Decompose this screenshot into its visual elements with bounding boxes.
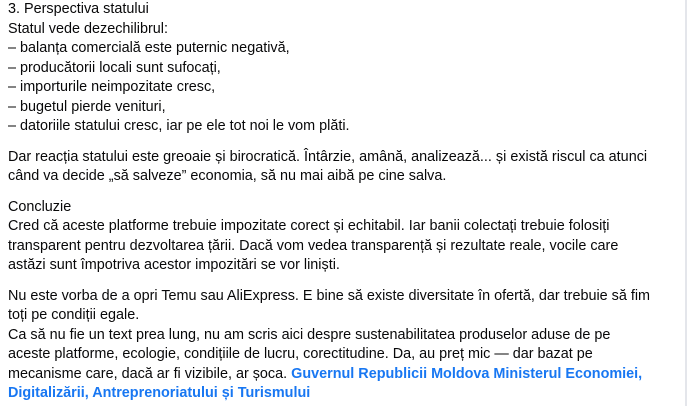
- paragraph-line: transparent pentru dezvoltarea țării. Dacă vom vedea transparență și rezultate reale, vocile care: [8, 237, 619, 254]
- list-item: – datoriile statului cresc, iar pe ele tot noi le vom plăti.: [8, 118, 350, 134]
- paragraph-line: Dar reacția statului este greoaie și birocratică. Întârzie, amână, analizează... și există riscul ca atunci: [8, 148, 648, 165]
- paragraph-line: Ca să nu fie un text prea lung, nu am scris aici despre sustenabilitatea produselor aduse de pe: [8, 326, 611, 343]
- section-intro: Statul vede dezechilibrul:: [8, 20, 168, 37]
- conclusion-heading: Concluzie: [8, 198, 72, 215]
- section-heading: 3. Perspectiva statului: [8, 1, 149, 17]
- list-item: – bugetul pierde venituri,: [8, 98, 166, 115]
- paragraph-line: când va decide „să salveze” economia, să nu mai aibă pe cine salva.: [8, 168, 447, 184]
- mention-link-government[interactable]: Guvernul Republicii Moldova Ministerul Economiei,: [291, 365, 643, 382]
- section-state-perspective: [8, 0, 687, 137]
- list-item: – producătorii locali sunt sufocați,: [8, 59, 221, 76]
- list-item: – balanța comercială este puternic negativă,: [8, 40, 290, 56]
- paragraph-closing: [8, 287, 687, 404]
- paragraph-text: mecanisme care, dacă ar fi vizibile, ar șoca.: [8, 365, 292, 382]
- mention-link-ministry[interactable]: Digitalizării, Antreprenoriatului și Turismului: [8, 385, 311, 401]
- section-conclusion: [8, 198, 687, 276]
- paragraph-line: aceste platforme, ecologie, condițiile de lucru, corectitudine. Da, au preț mic — dar bazat pe: [8, 346, 593, 362]
- paragraph-line-with-mention: [8, 365, 687, 385]
- paragraph-line-with-mention: [8, 384, 687, 404]
- paragraph-line: astăzi sunt împotriva acestor impozitări se vor liniști.: [8, 257, 340, 273]
- paragraph-reaction: [8, 148, 687, 187]
- list-item: – importurile neimpozitate cresc,: [8, 79, 216, 95]
- paragraph-line: Cred că aceste platforme trebuie impozitate corect și echitabil. Iar banii colectați trebuie folosiți: [8, 218, 610, 234]
- paragraph-line: toți pe condiții egale.: [8, 307, 140, 323]
- paragraph-line: Nu este vorba de a opri Temu sau AliExpress. E bine să existe diversitate în ofertă, dar trebuie să fim: [8, 287, 651, 304]
